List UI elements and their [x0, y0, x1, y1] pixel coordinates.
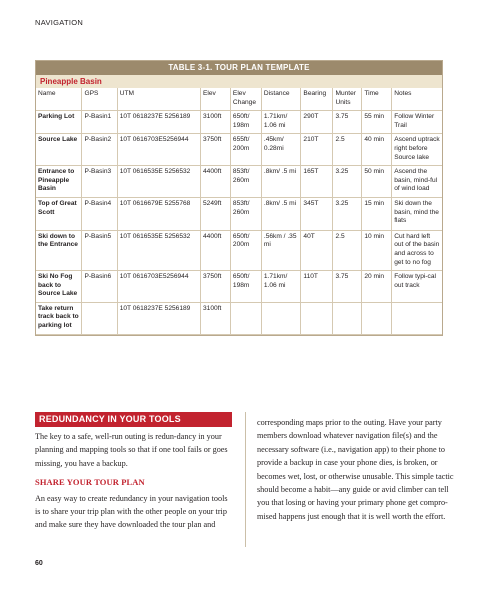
- cell-munter-units: 3.75: [333, 111, 362, 134]
- cell-elev-change: 650ft/ 198m: [230, 111, 261, 134]
- cell-gps: P-Basin2: [82, 134, 117, 166]
- section-heading: REDUNDANCY IN YOUR TOOLS: [35, 412, 232, 427]
- cell-gps: P-Basin4: [82, 197, 117, 230]
- cell-distance: .56km / .35 mi: [261, 230, 301, 270]
- cell-elev-change: 853ft/ 260m: [230, 166, 261, 198]
- cell-utm: 10T 0616535E 5256532: [117, 230, 200, 270]
- cell-name: Source Lake: [36, 134, 82, 166]
- cell-elev-change: 650ft/ 198m: [230, 271, 261, 303]
- cell-utm: 10T 0618237E 5256189: [117, 111, 200, 134]
- cell-name: Take return track back to parking lot: [36, 302, 82, 334]
- right-column: [257, 416, 457, 523]
- cell-gps: [82, 302, 117, 334]
- table-subtitle: Pineapple Basin: [36, 75, 442, 88]
- cell-bearing: 110T: [301, 271, 333, 303]
- cell-distance: .8km/ .5 mi: [261, 197, 301, 230]
- cell-elev: 5249ft: [201, 197, 231, 230]
- table-row: [36, 134, 442, 166]
- cell-elev-change: [230, 302, 261, 334]
- table-row: [36, 230, 442, 270]
- subheading: SHARE YOUR TOUR PLAN: [35, 477, 145, 488]
- cell-time: 50 min: [362, 166, 392, 198]
- cell-munter-units: 3.25: [333, 197, 362, 230]
- header-notes: Notes: [392, 88, 442, 111]
- tour-plan-table: [35, 60, 443, 336]
- cell-notes: Cut hard left out of the basin and across to get to no fog: [392, 230, 442, 270]
- cell-time: 10 min: [362, 230, 392, 270]
- cell-notes: Follow typi-cal out track: [392, 271, 442, 303]
- left-column: [35, 430, 235, 532]
- cell-munter-units: 2.5: [333, 230, 362, 270]
- cell-distance: [261, 302, 301, 334]
- cell-bearing: 345T: [301, 197, 333, 230]
- table-header-row: [36, 88, 442, 111]
- cell-time: 55 min: [362, 111, 392, 134]
- cell-notes: [392, 302, 442, 334]
- page-number: 60: [35, 560, 43, 567]
- cell-gps: P-Basin6: [82, 271, 117, 303]
- cell-munter-units: [333, 302, 362, 334]
- cell-utm: 10T 0618237E 5256189: [117, 302, 200, 334]
- cell-gps: P-Basin3: [82, 166, 117, 198]
- cell-elev-change: 650ft/ 200m: [230, 230, 261, 270]
- cell-elev: 3750ft: [201, 271, 231, 303]
- cell-munter-units: 2.5: [333, 134, 362, 166]
- header-elev-change: Elev Change: [230, 88, 261, 111]
- cell-bearing: 165T: [301, 166, 333, 198]
- cell-utm: 10T 0616703E5256944: [117, 134, 200, 166]
- header-elev: Elev: [201, 88, 231, 111]
- cell-time: 40 min: [362, 134, 392, 166]
- table-row: [36, 197, 442, 230]
- left-paragraph: An easy way to create redundancy in your navigation tools is to share your trip plan with the other people on your trip and make sure they have downloaded the tour plan and: [35, 493, 228, 530]
- header-bearing: Bearing: [301, 88, 333, 111]
- cell-elev: 3100ft: [201, 111, 231, 134]
- cell-notes: Follow Winter Trail: [392, 111, 442, 134]
- header-time: Time: [362, 88, 392, 111]
- cell-elev: 4400ft: [201, 230, 231, 270]
- header-munter-units: Munter Units: [333, 88, 362, 111]
- cell-elev-change: 853ft/ 260m: [230, 197, 261, 230]
- table-row: [36, 166, 442, 198]
- cell-elev: 3750ft: [201, 134, 231, 166]
- table-row: [36, 271, 442, 303]
- running-head: NAVIGATION: [35, 18, 84, 27]
- header-utm: UTM: [117, 88, 200, 111]
- cell-elev: 4400ft: [201, 166, 231, 198]
- cell-time: [362, 302, 392, 334]
- cell-distance: 1.71km/ 1.06 mi: [261, 111, 301, 134]
- cell-name: Ski No Fog back to Source Lake: [36, 271, 82, 303]
- cell-name: Ski down to the Entrance: [36, 230, 82, 270]
- cell-time: 15 min: [362, 197, 392, 230]
- cell-distance: .45km/ 0.28mi: [261, 134, 301, 166]
- table-title: TABLE 3-1. TOUR PLAN TEMPLATE: [36, 61, 442, 75]
- cell-notes: Ski down the basin, mind the flats: [392, 197, 442, 230]
- cell-bearing: 290T: [301, 111, 333, 134]
- cell-name: Entrance to Pineapple Basin: [36, 166, 82, 198]
- header-name: Name: [36, 88, 82, 111]
- header-distance: Distance: [261, 88, 301, 111]
- cell-utm: 10T 0616679E 5255768: [117, 197, 200, 230]
- cell-bearing: [301, 302, 333, 334]
- cell-notes: Ascend uptrack right before Source lake: [392, 134, 442, 166]
- cell-distance: .8km/ .5 mi: [261, 166, 301, 198]
- cell-gps: P-Basin1: [82, 111, 117, 134]
- right-paragraph: corresponding maps prior to the outing. Have your party members download whatever navigation file(s) and the necessary software (i.e., navigation app) to their phone to provide a backup in case your phone dies, is broken, or becomes wet, lost, or otherwise unusable. This simple tactic should become a habit—any guide or avid climber can tell you that losing or having your primary phone get compro-mised happens just enough that it is well worth the effort.: [257, 418, 454, 521]
- intro-paragraph: The key to a safe, well-run outing is redun-dancy in your planning and mapping tools so that if one tool fails or goes missing, you have a backup.: [35, 432, 228, 468]
- cell-bearing: 40T: [301, 230, 333, 270]
- cell-elev: 3100ft: [201, 302, 231, 334]
- cell-utm: 10T 0616703E5256944: [117, 271, 200, 303]
- cell-name: Top of Great Scott: [36, 197, 82, 230]
- cell-utm: 10T 0616535E 5256532: [117, 166, 200, 198]
- cell-munter-units: 3.75: [333, 271, 362, 303]
- cell-notes: Ascend the basin, mind-ful of wind load: [392, 166, 442, 198]
- cell-gps: P-Basin5: [82, 230, 117, 270]
- cell-elev-change: 655ft/ 200m: [230, 134, 261, 166]
- header-gps: GPS: [82, 88, 117, 111]
- column-divider: [245, 412, 246, 547]
- cell-bearing: 210T: [301, 134, 333, 166]
- table-row: [36, 111, 442, 134]
- cell-time: 20 min: [362, 271, 392, 303]
- table-row: [36, 302, 442, 334]
- cell-munter-units: 3.25: [333, 166, 362, 198]
- cell-distance: 1.71km/ 1.06 mi: [261, 271, 301, 303]
- cell-name: Parking Lot: [36, 111, 82, 134]
- table-grid: [36, 88, 442, 335]
